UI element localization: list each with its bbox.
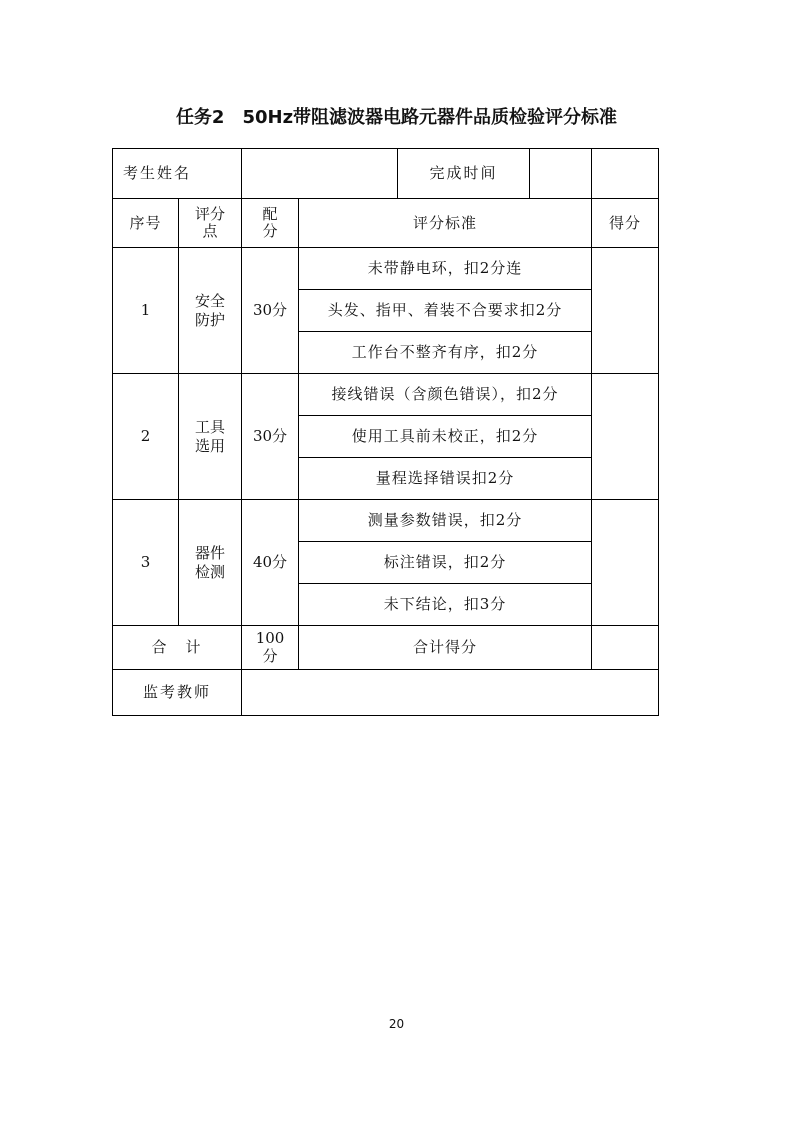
group-1-row-1	[113, 248, 659, 290]
group-3-point: 器件 检测	[179, 500, 242, 626]
group-2-got	[592, 374, 659, 500]
col-got: 得分	[592, 199, 659, 248]
header-row	[113, 149, 659, 199]
total-criteria: 合计得分	[299, 626, 592, 670]
candidate-name-cell	[242, 149, 592, 199]
footer-row	[113, 670, 659, 716]
title-main: 50Hz带阻滤波器电路元器件品质检验评分标准	[242, 107, 618, 128]
group-3-score: 40分	[242, 500, 299, 626]
candidate-name-value	[242, 149, 397, 198]
proctor-value	[242, 670, 659, 716]
finish-time-label: 完成时间	[397, 149, 529, 198]
group-3-got	[592, 500, 659, 626]
col-criteria: 评分标准	[299, 199, 592, 248]
group-3-criterion-3: 未下结论，扣3分	[299, 584, 592, 626]
group-3-seq: 3	[113, 500, 179, 626]
group-3-criterion-2: 标注错误，扣2分	[299, 542, 592, 584]
finish-time-value	[529, 149, 591, 198]
group-1-score: 30分	[242, 248, 299, 374]
group-1-criterion-1: 未带静电环，扣2分连	[299, 248, 592, 290]
group-2-criterion-2: 使用工具前未校正，扣2分	[299, 416, 592, 458]
col-score: 配 分	[242, 199, 299, 248]
group-2-seq: 2	[113, 374, 179, 500]
group-3-criterion-1: 测量参数错误，扣2分	[299, 500, 592, 542]
group-2-point: 工具 选用	[179, 374, 242, 500]
total-label: 合 计	[113, 626, 242, 670]
group-1-got	[592, 248, 659, 374]
total-score: 100 分	[242, 626, 299, 670]
group-2-criterion-1: 接线错误（含颜色错误），扣2分	[299, 374, 592, 416]
group-2-row-1	[113, 374, 659, 416]
document-title	[0, 103, 793, 129]
page-number: 20	[388, 1017, 405, 1031]
finish-time-value-tail	[592, 149, 659, 199]
scoring-table	[112, 148, 659, 716]
proctor-label: 监考教师	[113, 670, 242, 716]
group-2-criterion-3: 量程选择错误扣2分	[299, 458, 592, 500]
col-seq: 序号	[113, 199, 179, 248]
group-1-seq: 1	[113, 248, 179, 374]
column-header-row	[113, 199, 659, 248]
col-point: 评分 点	[179, 199, 242, 248]
candidate-name-label: 考生姓名	[113, 149, 242, 199]
group-3-row-1	[113, 500, 659, 542]
group-1-point: 安全 防护	[179, 248, 242, 374]
total-row	[113, 626, 659, 670]
total-got	[592, 626, 659, 670]
group-2-score: 30分	[242, 374, 299, 500]
group-1-criterion-2: 头发、指甲、着装不合要求扣2分	[299, 290, 592, 332]
title-prefix: 任务2	[175, 107, 225, 128]
group-1-criterion-3: 工作台不整齐有序，扣2分	[299, 332, 592, 374]
